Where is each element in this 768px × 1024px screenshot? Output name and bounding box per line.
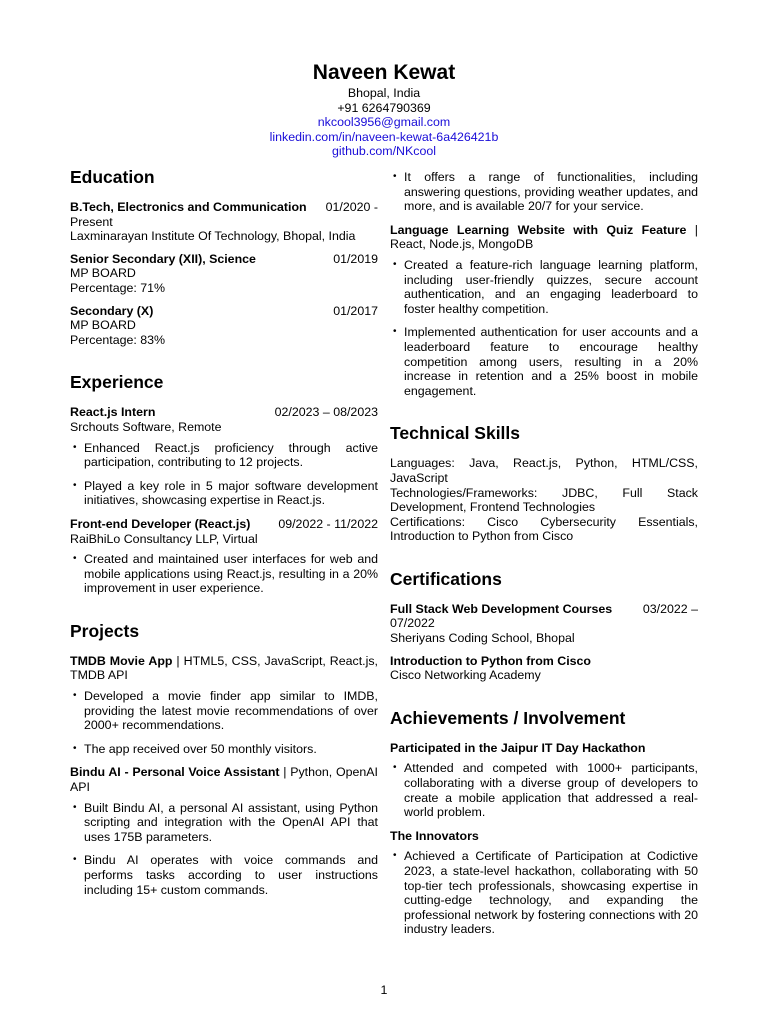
phone: +91 6264790369 bbox=[337, 100, 431, 115]
job-role: Front-end Developer (React.js) bbox=[70, 516, 251, 531]
list-item: • It offers a range of functionalities, including answering questions, providing weather updates, and more, and is available 20/7 for your service. bbox=[390, 170, 698, 214]
school: Laxminarayan Institute Of Technology, Bhopal, India bbox=[70, 229, 356, 244]
location: Bhopal, India bbox=[347, 86, 421, 100]
achievement-name: The Innovators bbox=[390, 828, 479, 843]
list-item: • Implemented authentication for user accounts and a leaderboard feature to encourage healthy competition among users, resulting in a 20% increase in retention and a 25% boost in mobile engagement. bbox=[390, 325, 698, 398]
job-company: RaiBhiLo Consultancy LLP, Virtual bbox=[70, 531, 258, 546]
education-date: 01/2017 bbox=[333, 303, 378, 318]
skills-languages: Languages: Java, React.js, Python, HTML/CSS, JavaScript bbox=[390, 456, 698, 485]
list-item: • The app received over 50 monthly visitors. bbox=[70, 742, 378, 757]
list-item: • Built Bindu AI, a personal AI assistant, using Python scripting and integration with the OpenAI API that uses 175B parameters. bbox=[70, 801, 378, 845]
project-entry bbox=[390, 223, 698, 399]
education-entry bbox=[70, 252, 378, 296]
list-item: • Created and maintained user interfaces for web and mobile applications using React.js, resulting in a 20% improvement in user experience. bbox=[70, 552, 378, 596]
education-date-cont: Present bbox=[70, 214, 113, 229]
education-entry bbox=[70, 200, 378, 244]
page-number: 1 bbox=[380, 983, 388, 997]
resume-header bbox=[0, 60, 768, 159]
job-company: Srchouts Software, Remote bbox=[70, 419, 222, 434]
list-item: • Created a feature-rich language learning platform, including user-friendly quizzes, secure account authentication, and an engaging leaderboard to foster healthy competition. bbox=[390, 258, 698, 316]
projects-heading: Projects bbox=[70, 620, 140, 641]
certification-name: Introduction to Python from Cisco bbox=[390, 653, 591, 668]
certifications-heading: Certifications bbox=[390, 568, 502, 589]
job-entry bbox=[70, 517, 378, 596]
degree: B.Tech, Electronics and Communication bbox=[70, 200, 307, 214]
list-item: • Enhanced React.js proficiency through active participation, contributing to 12 projects. bbox=[70, 441, 378, 470]
job-role: React.js Intern bbox=[70, 405, 156, 420]
certification-org: Cisco Networking Academy bbox=[390, 668, 541, 683]
github-link[interactable]: github.com/NKcool bbox=[332, 144, 436, 159]
degree: Senior Secondary (XII), Science bbox=[70, 251, 256, 266]
board: MP BOARD bbox=[70, 266, 136, 281]
project-stack: | Python, OpenAI API bbox=[70, 765, 378, 795]
list-item: • Developed a movie finder app similar to IMDB, providing the latest movie recommendations of over 2000+ recommendations. bbox=[70, 689, 378, 733]
job-dates: 02/2023 – 08/2023 bbox=[274, 405, 378, 420]
project-stack: | HTML5, CSS, JavaScript, React.js, TMDB API bbox=[70, 653, 378, 683]
achievement-name: Participated in the Jaipur IT Day Hackathon bbox=[390, 740, 646, 755]
list-item: • Achieved a Certificate of Participation at Codictive 2023, a state-level hackathon, collaborating with 50 top-tier tech professionals, showcasing expertise in cutting-edge technology, and expanding the professional network by fostering connections with 20 industry leaders. bbox=[390, 849, 698, 937]
certification-entry bbox=[390, 654, 698, 683]
certification-org: Sheriyans Coding School, Bhopal bbox=[390, 631, 575, 646]
left-column bbox=[70, 166, 378, 906]
education-heading: Education bbox=[70, 167, 155, 187]
skills-frameworks: Technologies/Frameworks: JDBC, Full Stack Development, Frontend Technologies bbox=[390, 485, 698, 515]
certification-name: Full Stack Web Development Courses bbox=[390, 601, 613, 616]
linkedin-link[interactable]: linkedin.com/in/naveen-kewat-6a426421b bbox=[269, 129, 499, 144]
project-name: Language Learning Website with Quiz Feature bbox=[390, 222, 687, 237]
list-item: • Attended and competed with 1000+ participants, collaborating with a diverse group of developers to create a mobile application that addressed a real-world problem. bbox=[390, 761, 698, 819]
board: MP BOARD bbox=[70, 318, 136, 333]
right-column bbox=[390, 170, 698, 946]
list-item: • Played a key role in 5 major software development initiatives, showcasing expertise in React.js. bbox=[70, 479, 378, 508]
achievement-entry bbox=[390, 741, 698, 820]
job-entry bbox=[70, 405, 378, 508]
job-dates: 09/2022 - 11/2022 bbox=[278, 516, 378, 531]
project-name: TMDB Movie App bbox=[70, 653, 173, 668]
project-name: Bindu AI - Personal Voice Assistant bbox=[70, 765, 280, 780]
certification-date: 03/2022 – bbox=[642, 601, 698, 616]
skills-certifications: Certifications: Cisco Cybersecurity Essentials, Introduction to Python from Cisco bbox=[390, 514, 698, 544]
education-date: 01/2020 - bbox=[325, 200, 378, 214]
education-entry bbox=[70, 304, 378, 348]
skills-heading: Technical Skills bbox=[390, 423, 521, 444]
email-link[interactable]: nkcool3956@gmail.com bbox=[317, 115, 451, 130]
degree: Secondary (X) bbox=[70, 303, 154, 318]
project-stack: | React, Node.js, MongoDB bbox=[390, 222, 698, 252]
certification-date-cont: 07/2022 bbox=[390, 616, 435, 631]
percentage: Percentage: 83% bbox=[70, 332, 166, 347]
percentage: Percentage: 71% bbox=[70, 280, 166, 295]
project-entry bbox=[70, 765, 378, 897]
project-entry bbox=[70, 654, 378, 757]
certification-entry bbox=[390, 602, 698, 646]
education-date: 01/2019 bbox=[333, 251, 378, 266]
achievement-entry bbox=[390, 829, 698, 937]
experience-heading: Experience bbox=[70, 372, 164, 393]
candidate-name: Naveen Kewat bbox=[312, 61, 456, 84]
achievements-heading: Achievements / Involvement bbox=[390, 707, 626, 728]
list-item: • Bindu AI operates with voice commands and performs tasks according to user instructions including 15+ custom commands. bbox=[70, 853, 378, 897]
